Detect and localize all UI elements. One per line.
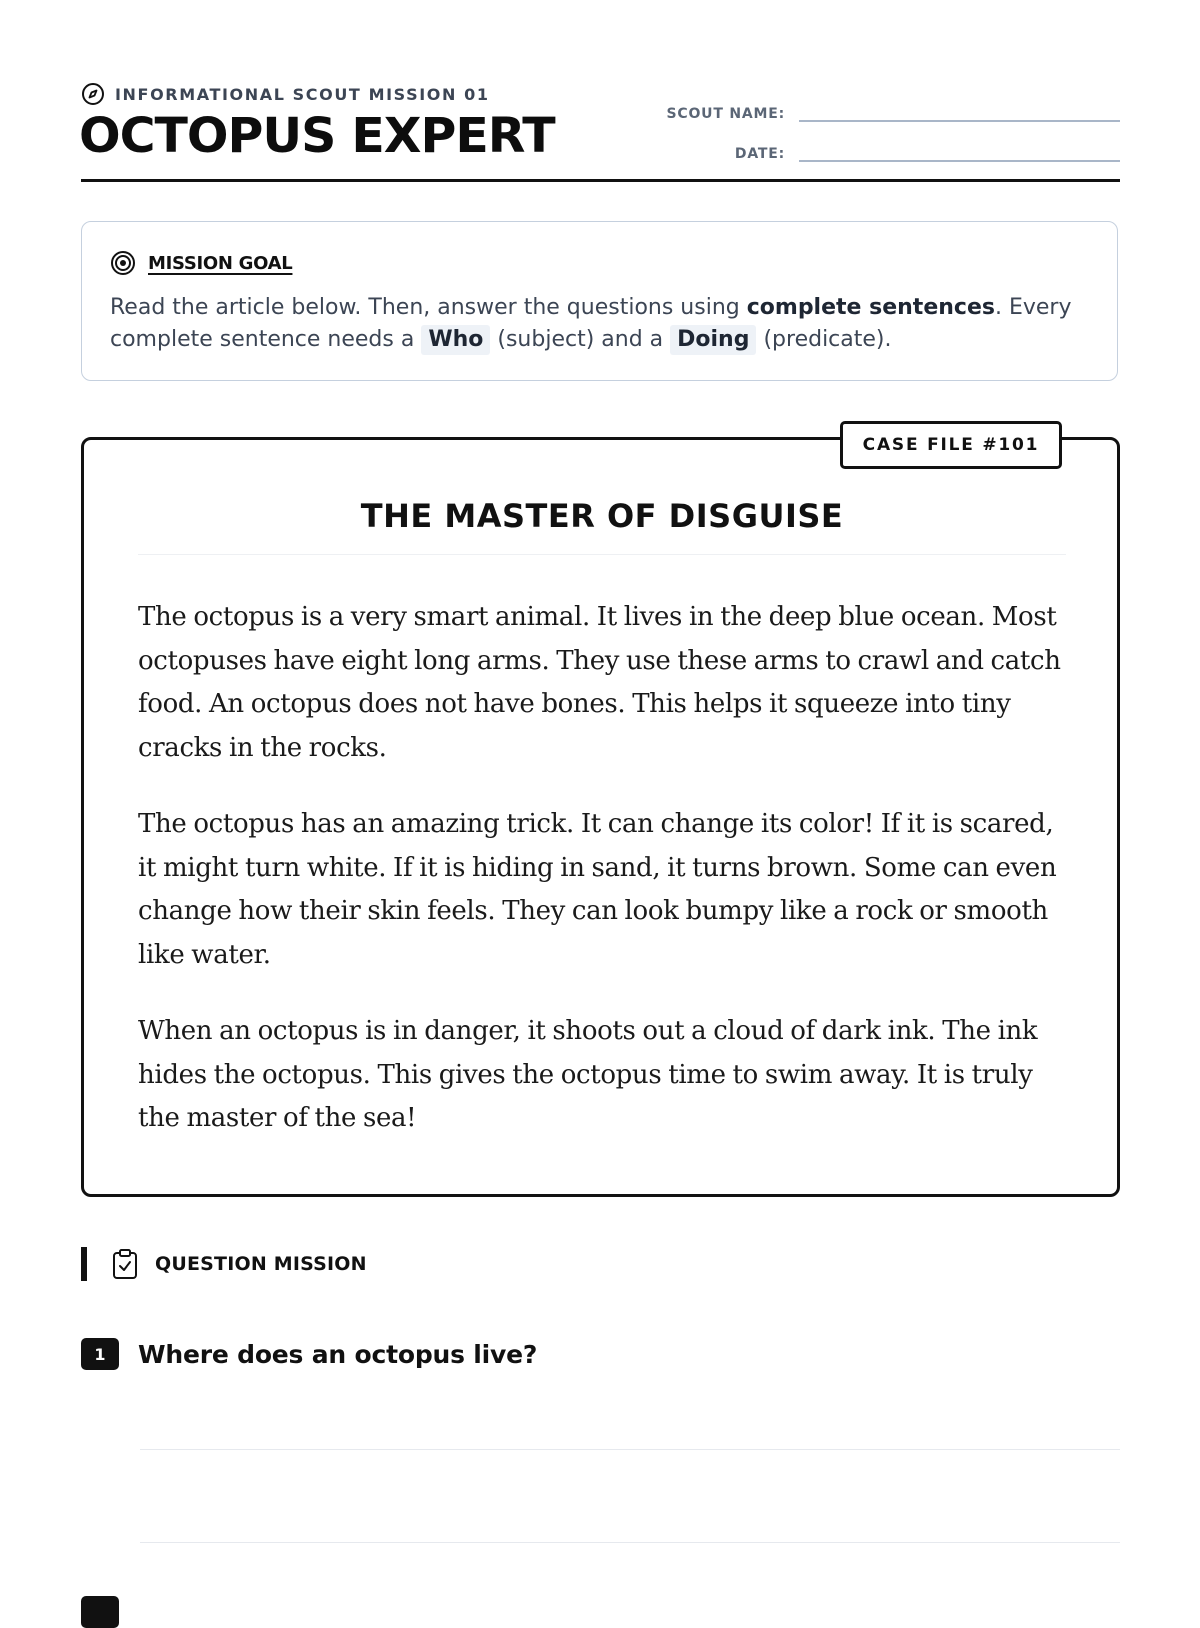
mission-goal-box bbox=[81, 221, 1118, 381]
goal-text-part: . Every complete sentence needs a bbox=[110, 295, 1072, 352]
article-divider bbox=[138, 554, 1066, 555]
mission-kicker-text: INFORMATIONAL SCOUT MISSION 01 bbox=[115, 84, 490, 104]
doing-pill: Doing bbox=[670, 325, 756, 355]
question-item bbox=[81, 1337, 537, 1371]
article-body bbox=[138, 596, 1066, 1174]
clipboard-check-icon bbox=[111, 1248, 139, 1280]
article-box bbox=[81, 437, 1120, 1197]
question-number bbox=[81, 1596, 119, 1628]
scout-name-field[interactable] bbox=[799, 120, 1120, 122]
date-row bbox=[660, 136, 1120, 164]
worksheet-header bbox=[81, 80, 1120, 182]
goal-text-part: Read the article below. Then, answer the questions using bbox=[110, 295, 747, 320]
question-text: Where does an octopus live? bbox=[138, 1339, 538, 1369]
article-paragraph: The octopus is a very smart animal. It lives in the deep blue ocean. Most octopuses have eight long arms. They use these arms to crawl and catch food. An octopus does not have bones. This helps it squeeze into tiny cracks in the rocks. bbox=[138, 602, 1061, 763]
article-title: THE MASTER OF DISGUISE bbox=[360, 497, 844, 535]
mission-goal-title: MISSION GOAL bbox=[148, 252, 293, 274]
target-icon bbox=[110, 250, 136, 276]
case-file-tab: CASE FILE #101 bbox=[840, 421, 1062, 469]
article-paragraph: The octopus has an amazing trick. It can change its color! If it is scared, it might turn white. If it is hiding in sand, it turns brown. Some can even change how their skin feels. They can look bumpy like a rock or smooth like water. bbox=[138, 809, 1057, 970]
question-number: 1 bbox=[81, 1338, 119, 1370]
student-fields bbox=[660, 96, 1120, 176]
question-mission-title: QUESTION MISSION bbox=[155, 1253, 367, 1275]
article-paragraph: When an octopus is in danger, it shoots out a cloud of dark ink. The ink hides the octopus. This gives the octopus time to swim away. It is truly the master of the sea! bbox=[138, 1016, 1038, 1133]
goal-text-bold: complete sentences bbox=[746, 295, 995, 320]
section-bar bbox=[81, 1247, 87, 1281]
mission-goal-text bbox=[110, 292, 1089, 356]
page-title: OCTOPUS EXPERT bbox=[79, 108, 555, 164]
mission-goal-heading bbox=[110, 248, 1089, 278]
date-label: DATE: bbox=[734, 146, 785, 162]
goal-text-part: (subject) and a bbox=[490, 327, 671, 352]
compass-icon bbox=[81, 82, 105, 106]
date-field[interactable] bbox=[799, 160, 1120, 162]
goal-text-part: (predicate). bbox=[756, 327, 892, 352]
who-pill: Who bbox=[421, 325, 490, 355]
question-mission-heading bbox=[81, 1247, 367, 1281]
mission-kicker bbox=[81, 82, 490, 106]
answer-line[interactable] bbox=[140, 1542, 1120, 1543]
scout-name-row bbox=[660, 96, 1120, 124]
scout-name-label: SCOUT NAME: bbox=[666, 106, 785, 122]
answer-line[interactable] bbox=[140, 1449, 1120, 1450]
